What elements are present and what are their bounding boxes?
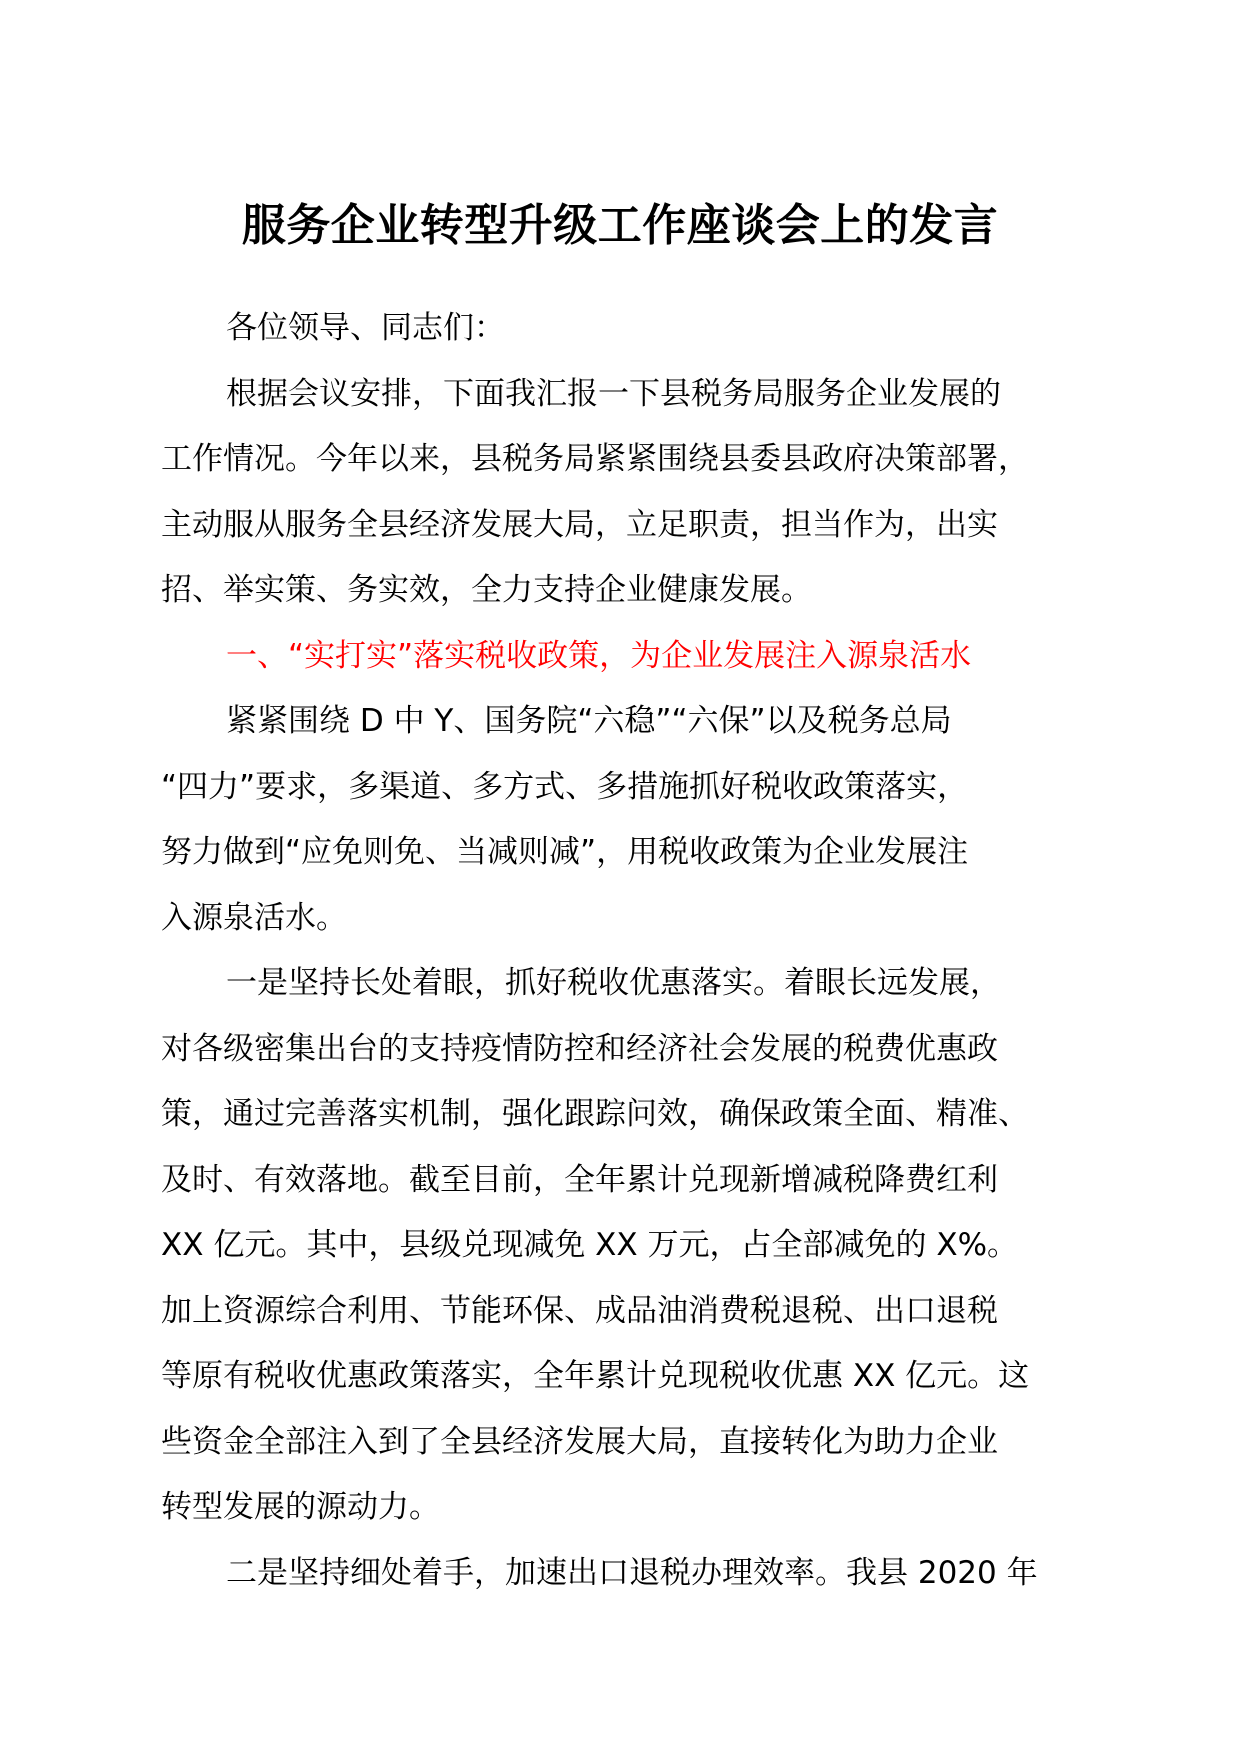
paragraph-line: “四力”要求，多渠道、多方式、多措施抓好税收政策落实， xyxy=(161,768,969,805)
paragraph-line: 招、举实策、务实效，全力支持企业健康发展。 xyxy=(161,572,812,608)
paragraph-line: 努力做到“应免则免、当减则减”，用税收政策为企业发展注 xyxy=(161,834,969,870)
paragraph-line: 入源泉活水。 xyxy=(161,899,347,936)
paragraph-line: 些资金全部注入到了全县经济发展大局，直接转化为助力企业 xyxy=(161,1423,998,1460)
salutation-line: 各位领导、同志们： xyxy=(226,310,505,346)
paragraph-line: 根据会议安排，下面我汇报一下县税务局服务企业发展的 xyxy=(226,375,1001,412)
paragraph-line: 对各级密集出台的支持疫情防控和经济社会发展的税费优惠政 xyxy=(161,1030,998,1067)
paragraph-line: 策，通过完善落实机制，强化跟踪问效，确保政策全面、精准、 xyxy=(161,1096,1029,1132)
paragraph-line: 紧紧围绕 D 中 Y、国务院“六稳”“六保”以及税务总局 xyxy=(226,703,952,739)
paragraph-line: 及时、有效落地。截至目前，全年累计兑现新增减税降费红利 xyxy=(161,1161,998,1198)
paragraph-line: 工作情况。今年以来，县税务局紧紧围绕县委县政府决策部署， xyxy=(161,441,1029,477)
document-title: 服务企业转型升级工作座谈会上的发言 xyxy=(241,200,999,251)
paragraph-line: 转型发展的源动力。 xyxy=(161,1489,440,1525)
paragraph-line: XX 亿元。其中，县级兑现减免 XX 万元，占全部减免的 X%。 xyxy=(161,1227,1019,1263)
paragraph-line: 等原有税收优惠政策落实，全年累计兑现税收优惠 XX 亿元。这 xyxy=(161,1358,1030,1394)
paragraph-line: 主动服从服务全县经济发展大局，立足职责，担当作为，出实 xyxy=(161,506,998,543)
paragraph-line: 加上资源综合利用、节能环保、成品油消费税退税、出口退税 xyxy=(161,1292,998,1329)
paragraph-line: 一是坚持长处着眼，抓好税收优惠落实。着眼长远发展， xyxy=(226,965,1001,1001)
paragraph-line: 二是坚持细处着手，加速出口退税办理效率。我县 2020 年 xyxy=(226,1554,1038,1591)
section-heading: 一、“实打实”落实税收政策，为企业发展注入源泉活水 xyxy=(226,637,972,674)
document-body xyxy=(161,296,1121,1606)
